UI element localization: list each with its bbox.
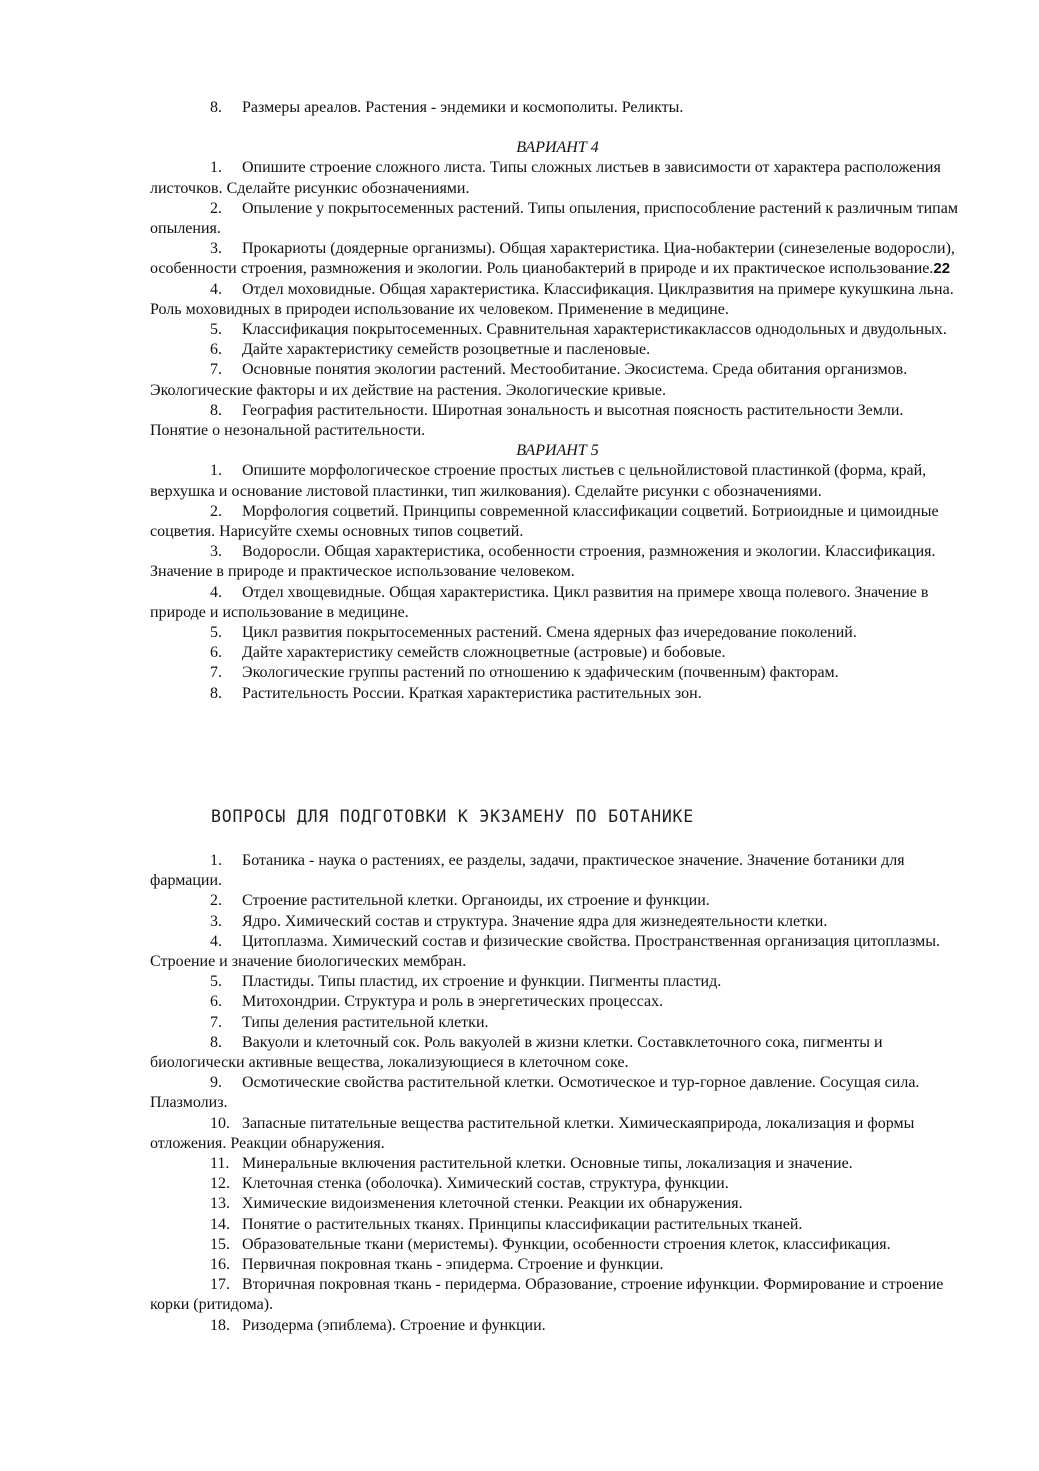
list-item: [150, 1316, 965, 1336]
item-text: Размеры ареалов. Растения - эндемики и космополиты. Реликты.: [242, 99, 684, 116]
item-number: 15.: [210, 1235, 230, 1253]
item-number: 5.: [210, 321, 222, 339]
exam-questions-list: [150, 851, 965, 1336]
list-item: [150, 912, 965, 932]
item-number: 6.: [210, 993, 222, 1011]
item-text: Клеточная стенка (оболочка). Химический состав, структура, функции.: [242, 1175, 729, 1193]
list-item: [150, 1114, 965, 1154]
list-item: [150, 461, 965, 501]
list-item: [150, 891, 965, 911]
item-number: 18.: [210, 1316, 230, 1334]
item-text: Опыление у покрытосеменных растений. Типы опыления, приспособление растений к различным типам опыления.: [150, 199, 958, 238]
list-item: [150, 1275, 965, 1315]
item-text: Основные понятия экологии растений. Местообитание. Экосистема. Среда обитания организмов. Экологические факторы и их действие на растения. Экологические кривые.: [150, 361, 908, 399]
item-text: Митохондрии. Структура и роль в энергетических процессах.: [242, 993, 664, 1011]
item-number: 4.: [210, 280, 222, 298]
list-item: [150, 320, 965, 340]
item-text: Строение растительной клетки. Органоиды, их строение и функции.: [242, 892, 710, 910]
item-number: 7.: [210, 1013, 222, 1031]
item-text: Классификация покрытосеменных. Сравнительная характеристикаклассов однодольных и двудольных.: [242, 321, 947, 339]
item-text: Ботаника - наука о растениях, ее разделы, задачи, практическое значение. Значение ботаники для фармации.: [150, 852, 905, 890]
item-text: Химические видоизменения клеточной стенки. Реакции их обнаружения.: [242, 1195, 743, 1213]
list-item: [150, 542, 965, 582]
item-number: 10.: [210, 1114, 230, 1132]
variants-section: [150, 98, 965, 704]
item-text: Минеральные включения растительной клетки. Основные типы, локализация и значение.: [242, 1155, 853, 1173]
item-number: 14.: [210, 1215, 230, 1233]
item-number: 6.: [210, 644, 222, 662]
item-number: 16.: [210, 1256, 230, 1274]
item-number: 1.: [210, 159, 222, 177]
item-number: 11.: [210, 1155, 230, 1173]
list-item: [150, 1194, 965, 1214]
list-item: [150, 1013, 965, 1033]
item-number: 3.: [210, 240, 222, 258]
list-item: [150, 972, 965, 992]
item-number: 5.: [210, 973, 222, 991]
item-number: 6.: [210, 341, 222, 359]
list-item: [150, 1174, 965, 1194]
item-text: Морфология соцветий. Принципы современной классификации соцветий. Ботриоидные и цимоидные соцветия. Нарисуйте схемы основных типов соцветий.: [150, 502, 939, 541]
list-item: [150, 623, 965, 643]
list-item: [150, 684, 965, 704]
item-number: 9.: [210, 1074, 222, 1092]
list-item: [150, 340, 965, 360]
list-item: [150, 502, 965, 542]
item-number: 5.: [210, 624, 222, 642]
item-number: 7.: [210, 664, 222, 682]
item-number: 3.: [210, 912, 222, 930]
item-text: Прокариоты (доядерные организмы). Общая характеристика. Циа-нобактерии (синезеленые водоросли), особенности строения, размножения и экологии. Роль цианобактерий в природе и их практическое использование.: [150, 240, 955, 278]
item-number: 4.: [210, 932, 222, 950]
list-item: [150, 280, 965, 320]
item-text: Отдел хвощевидные. Общая характеристика. Цикл развития на примере хвоща полевого. Значение в природе и использование в медицине.: [150, 583, 929, 621]
item-number: 7.: [210, 361, 222, 379]
item-text: Ядро. Химический состав и структура. Значение ядра для жизнедеятельности клетки.: [242, 912, 828, 930]
item-number: 13.: [210, 1195, 230, 1213]
item-text: Вакуоли и клеточный сок. Роль вакуолей в жизни клетки. Составклеточного сока, пигменты и биологически активные вещества, локализующиеся в клеточном соке.: [150, 1033, 883, 1072]
list-item: [150, 1154, 965, 1174]
list-item: [150, 239, 965, 279]
item-text: Цикл развития покрытосеменных растений. Смена ядерных фаз ичередование поколений.: [242, 624, 857, 642]
variant4-list: [150, 158, 965, 441]
list-item: [150, 851, 965, 891]
item-number: 2.: [210, 199, 222, 217]
item-text: Водоросли. Общая характеристика, особенности строения, размножения и экологии. Классификация. Значение в природе и практическое использование человеком.: [150, 543, 936, 581]
list-item: [150, 992, 965, 1012]
item-text: Вторичная покровная ткань - перидерма. Образование, строение ифункции. Формирование и строение корки (ритидома).: [150, 1276, 944, 1314]
variant4-title: ВАРИАНТ 4: [516, 139, 599, 157]
list-item: [150, 1073, 965, 1113]
item-text: География растительности. Широтная зональность и высотная поясность растительности Земли. Понятие о незональной растительности.: [150, 401, 904, 440]
item-number: 17.: [210, 1276, 230, 1294]
list-item: [150, 199, 965, 239]
item-number: 2.: [210, 892, 222, 910]
item-text: Образовательные ткани (меристемы). Функции, особенности строения клеток, классификация.: [242, 1235, 891, 1253]
variant5-list: [150, 461, 965, 703]
item-text: Осмотические свойства растительной клетки. Осмотическое и тур-горное давление. Сосущая сила. Плазмолиз.: [150, 1074, 920, 1112]
item-text: Ризодерма (эпиблема). Строение и функции.: [242, 1316, 546, 1334]
list-item: [150, 1033, 965, 1073]
list-item: [150, 583, 965, 623]
item-number: 1.: [210, 852, 222, 869]
list-item: [150, 932, 965, 972]
list-item: [150, 1235, 965, 1255]
item-number: 3.: [210, 543, 222, 561]
item-text: Отдел моховидные. Общая характеристика. Классификация. Циклразвития на примере кукушкина льна. Роль моховидных в природеи использование их человеком. Применение в медицине.: [150, 280, 954, 318]
item-number: 8.: [210, 99, 222, 116]
list-item: [150, 1215, 965, 1235]
list-item: [150, 663, 965, 683]
intro-item: [150, 98, 965, 118]
item-text: Пластиды. Типы пластид, их строение и функции. Пигменты пластид.: [242, 973, 722, 991]
item-text: Опишите строение сложного листа. Типы сложных листьев в зависимости от характера расположения листочков. Сделайте рисункис обозначениями.: [150, 159, 941, 197]
list-item: [150, 360, 965, 400]
item-text: Растительность России. Краткая характеристика растительных зон.: [242, 684, 702, 702]
item-text: Дайте характеристику семейств розоцветные и пасленовые.: [242, 341, 651, 359]
item-number: 8.: [210, 684, 222, 702]
page-number: 22: [933, 260, 951, 278]
item-number: 1.: [210, 462, 222, 480]
variant5-title: ВАРИАНТ 5: [516, 442, 599, 460]
list-item: [150, 158, 965, 198]
item-number: 2.: [210, 502, 222, 520]
item-text: Экологические группы растений по отношению к эдафическим (почвенным) факторам.: [242, 664, 839, 682]
item-text: Типы деления растительной клетки.: [242, 1013, 489, 1031]
item-text: Цитоплазма. Химический состав и физические свойства. Пространственная организация цитоплазмы. Строение и значение биологических мембран.: [150, 932, 941, 971]
list-item: [150, 1255, 965, 1275]
list-item: [150, 401, 965, 441]
item-text: Дайте характеристику семейств сложноцветные (астровые) и бобовые.: [242, 644, 726, 662]
item-text: Запасные питательные вещества растительной клетки. Химическаяприрода, локализация и формы отложения. Реакции обнаружения.: [150, 1114, 915, 1152]
item-number: 12.: [210, 1175, 230, 1193]
item-number: 8.: [210, 1033, 222, 1051]
item-text: Первичная покровная ткань - эпидерма. Строение и функции.: [242, 1256, 664, 1274]
item-number: 8.: [210, 401, 222, 419]
item-number: 4.: [210, 583, 222, 601]
item-text: Опишите морфологическое строение простых листьев с цельнойлистовой пластинкой (форма, край, верхушка и основание листовой пластинки, тип жилкования). Сделайте рисунки с обозначениями.: [150, 462, 927, 500]
item-text: Понятие о растительных тканях. Принципы классификации растительных тканей.: [242, 1215, 803, 1233]
list-item: [150, 643, 965, 663]
exam-questions-title: ВОПРОСЫ ДЛЯ ПОДГОТОВКИ К ЭКЗАМЕНУ ПО БОТАНИКЕ: [211, 807, 695, 826]
